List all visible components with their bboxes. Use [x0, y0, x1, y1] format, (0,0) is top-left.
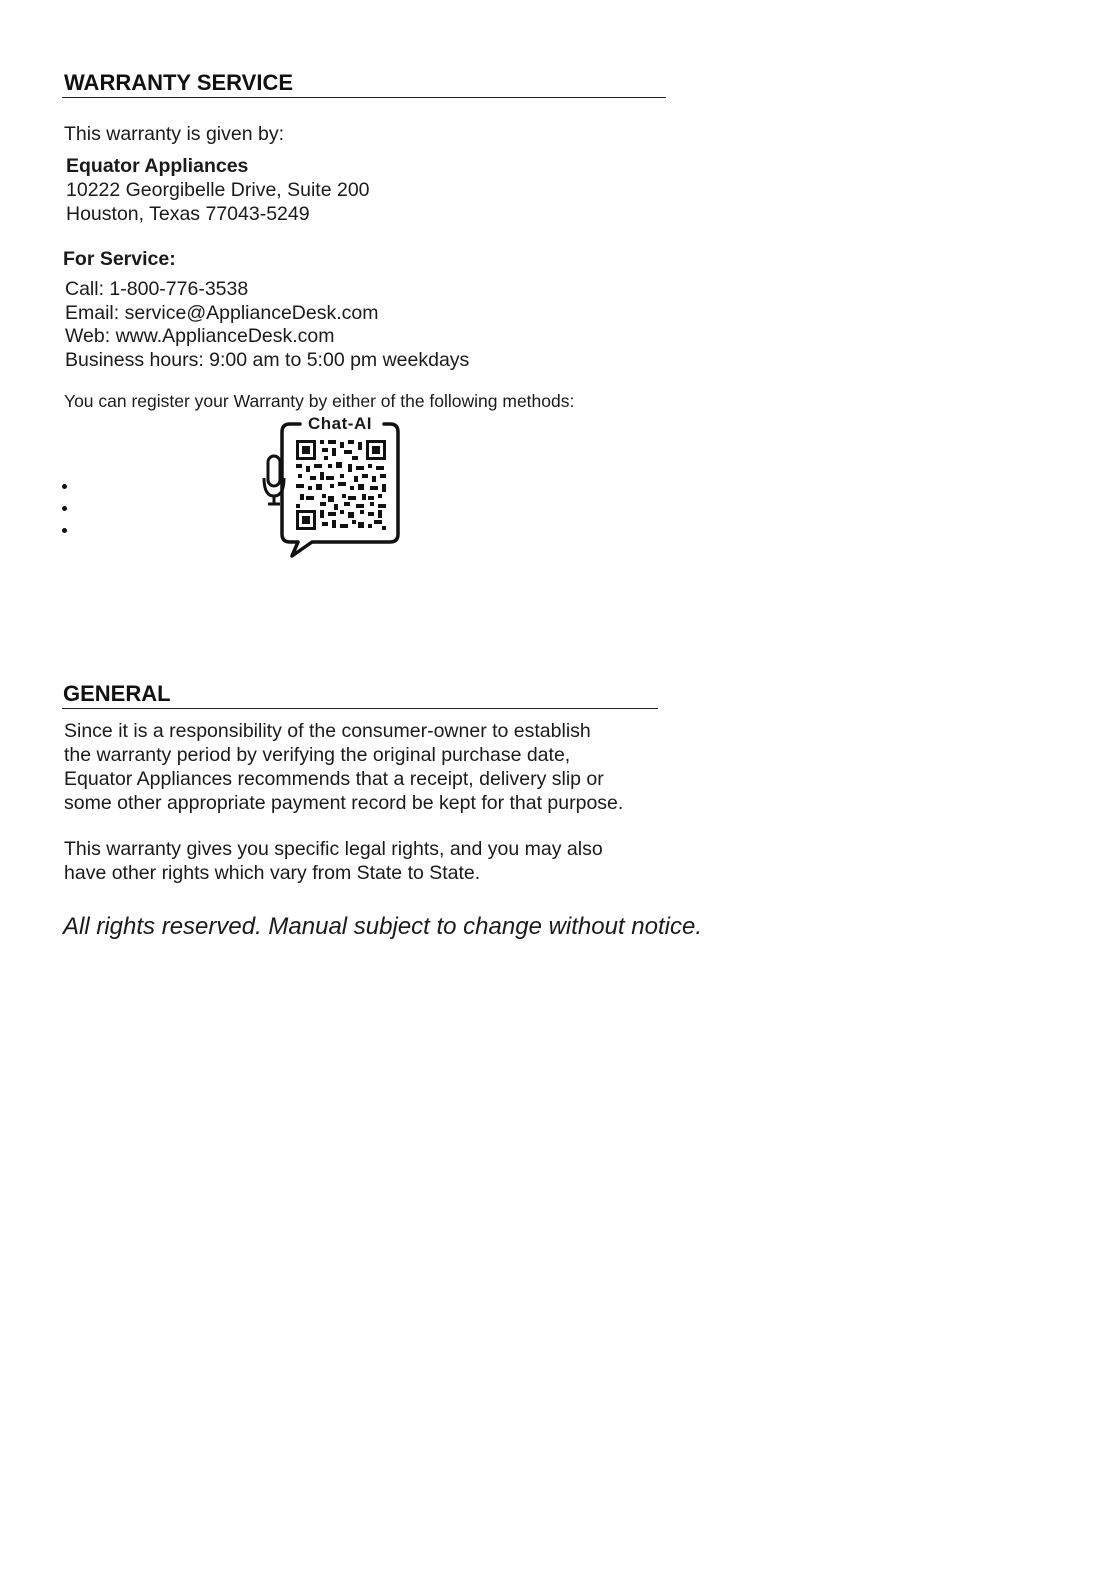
address-line-2: Houston, Texas 77043-5249 [66, 203, 310, 225]
general-para1-line1: Since it is a responsibility of the consumer-owner to establish [64, 720, 591, 742]
service-hours: Business hours: 9:00 am to 5:00 pm weekdays [65, 349, 470, 371]
qr-code-icon [295, 439, 387, 531]
warranty-heading-divider [62, 97, 666, 98]
warranty-heading: WARRANTY SERVICE [64, 70, 294, 95]
general-para2-line2: have other rights which vary from State to State. [64, 862, 481, 884]
chat-ai-qr-badge[interactable] [260, 412, 410, 560]
bullet-3 [62, 528, 67, 533]
address-line-1: 10222 Georgibelle Drive, Suite 200 [66, 179, 370, 201]
service-email: Email: service@ApplianceDesk.com [65, 302, 379, 324]
service-phone: Call: 1-800-776-3538 [65, 278, 249, 300]
given-by-label: This warranty is given by: [64, 123, 284, 145]
bullet-1 [62, 484, 67, 489]
general-para1-line4: some other appropriate payment record be kept for that purpose. [64, 792, 624, 814]
service-web: Web: www.ApplianceDesk.com [65, 325, 335, 347]
general-heading: GENERAL [63, 681, 171, 706]
chat-ai-label: Chat-AI [308, 414, 372, 433]
general-para1-line3: Equator Appliances recommends that a receipt, delivery slip or [64, 768, 604, 790]
register-intro: You can register your Warranty by either of the following methods: [64, 391, 575, 411]
general-para2-line1: This warranty gives you specific legal rights, and you may also [64, 838, 603, 860]
general-heading-divider [62, 708, 658, 709]
for-service-heading: For Service: [63, 248, 176, 270]
general-para1-line2: the warranty period by verifying the original purchase date, [64, 744, 571, 766]
company-name: Equator Appliances [66, 155, 249, 177]
chat-bubble-icon [260, 412, 410, 560]
bullet-2 [62, 506, 67, 511]
rights-reserved-note: All rights reserved. Manual subject to change without notice. [63, 913, 703, 940]
